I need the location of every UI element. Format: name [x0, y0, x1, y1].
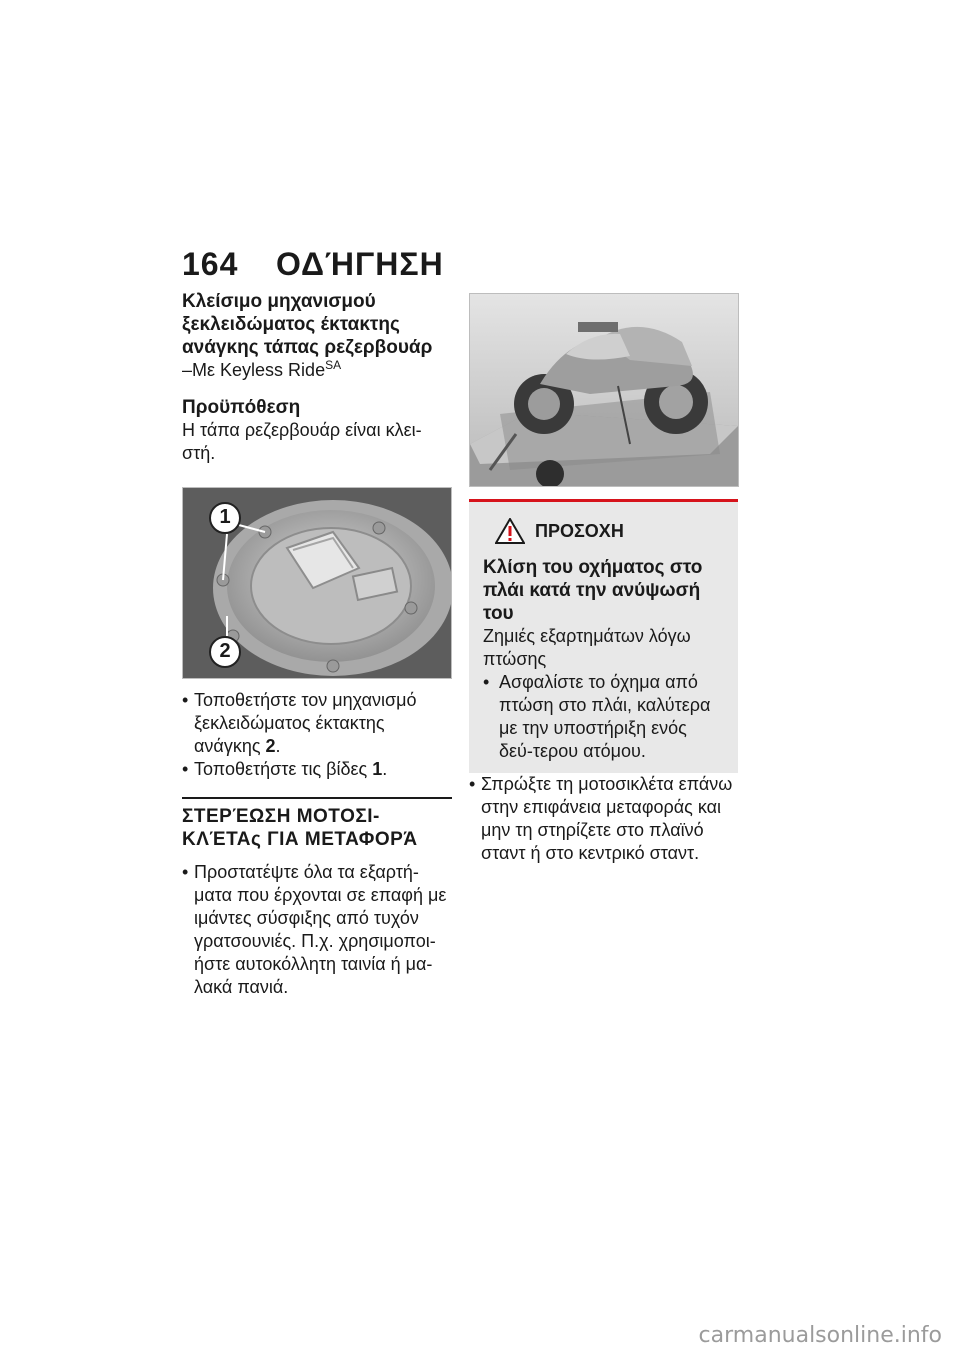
- warning-triangle-icon: [495, 518, 525, 544]
- option-subtitle-text: –Με Keyless Ride: [182, 360, 326, 380]
- warning-list: [483, 671, 724, 763]
- transport-list: [182, 861, 452, 999]
- step-item: [182, 758, 452, 781]
- warning-bullet: • Ασφαλίστε το όχημα από πτώση στο πλάι, καλύτερα με την υποστήριξη ενός δεύ-τερου ατόμου.: [483, 671, 724, 763]
- warning-header: [483, 518, 724, 544]
- transport-bullet: • Προστατέψτε όλα τα εξαρτή-ματα που έρχονται σε επαφή με ιμάντες σύσφιξης από τυχόν γρατσουνιές. Π.χ. χρησιμοποι-ήστε αυτοκόλλητη ταινία ή μα-λακά πανιά.: [182, 861, 452, 999]
- prerequisite-text: Η τάπα ρεζερβουάρ είναι κλει-στή.: [182, 420, 422, 463]
- step-text: Τοποθετήστε τις βίδες: [194, 759, 373, 779]
- step-ref: 2: [265, 736, 276, 756]
- step-suffix: .: [382, 759, 388, 779]
- section-rule: [182, 797, 452, 799]
- warning-label: ΠΡΟΣΟΧΗ: [535, 520, 624, 541]
- prerequisite-label: Προϋπόθεση: [182, 397, 301, 418]
- warning-box: [469, 499, 738, 773]
- callout-1: 1: [219, 506, 231, 528]
- motorcycle-trailer-figure: [469, 293, 739, 487]
- right-step-list: [469, 773, 738, 865]
- section-heading: Κλείσιμο μηχανισμού ξεκλειδώματος έκτακτης ανάγκης τάπας ρεζερβουάρ: [182, 291, 433, 358]
- left-column: [182, 290, 452, 999]
- right-bullet: • Σπρώξτε τη μοτοσικλέτα επάνω στην επιφάνεια μεταφοράς και μην τη στηρίζετε στο πλαϊνό σταντ ή στο κεντρικό σταντ.: [469, 773, 738, 865]
- warning-text: Ζημιές εξαρτημάτων λόγω πτώσης: [483, 626, 691, 669]
- page-number: 164: [182, 246, 239, 282]
- callout-2: 2: [219, 640, 231, 662]
- sa-superscript: SA: [325, 358, 342, 372]
- transport-section-title: ΣΤΕΡΈΩΣΗ ΜΟΤΟΣΙ-ΚΛΈΤΑς ΓΙΑ ΜΕΤΑΦΟΡΆ: [182, 806, 418, 850]
- option-subtitle: [182, 359, 452, 382]
- motorcycle-on-trailer-illustration: [470, 294, 738, 486]
- step-text: Τοποθετήστε τον μηχανισμό ξεκλειδώματος έκτακτης ανάγκης: [194, 690, 417, 756]
- right-column: [469, 293, 738, 865]
- watermark: carmanualsonline.info: [698, 1323, 942, 1348]
- step-suffix: .: [275, 736, 281, 756]
- step-item: [182, 689, 452, 758]
- chapter-title: ΟΔΉΓΗΣΗ: [276, 246, 444, 282]
- step-ref: 1: [372, 759, 383, 779]
- warning-title: Κλίση του οχήματος στο πλάι κατά την ανύψωσή του: [483, 557, 703, 624]
- page-header: [182, 246, 444, 283]
- step-list: [182, 689, 452, 781]
- fuel-cap-figure: [182, 487, 452, 679]
